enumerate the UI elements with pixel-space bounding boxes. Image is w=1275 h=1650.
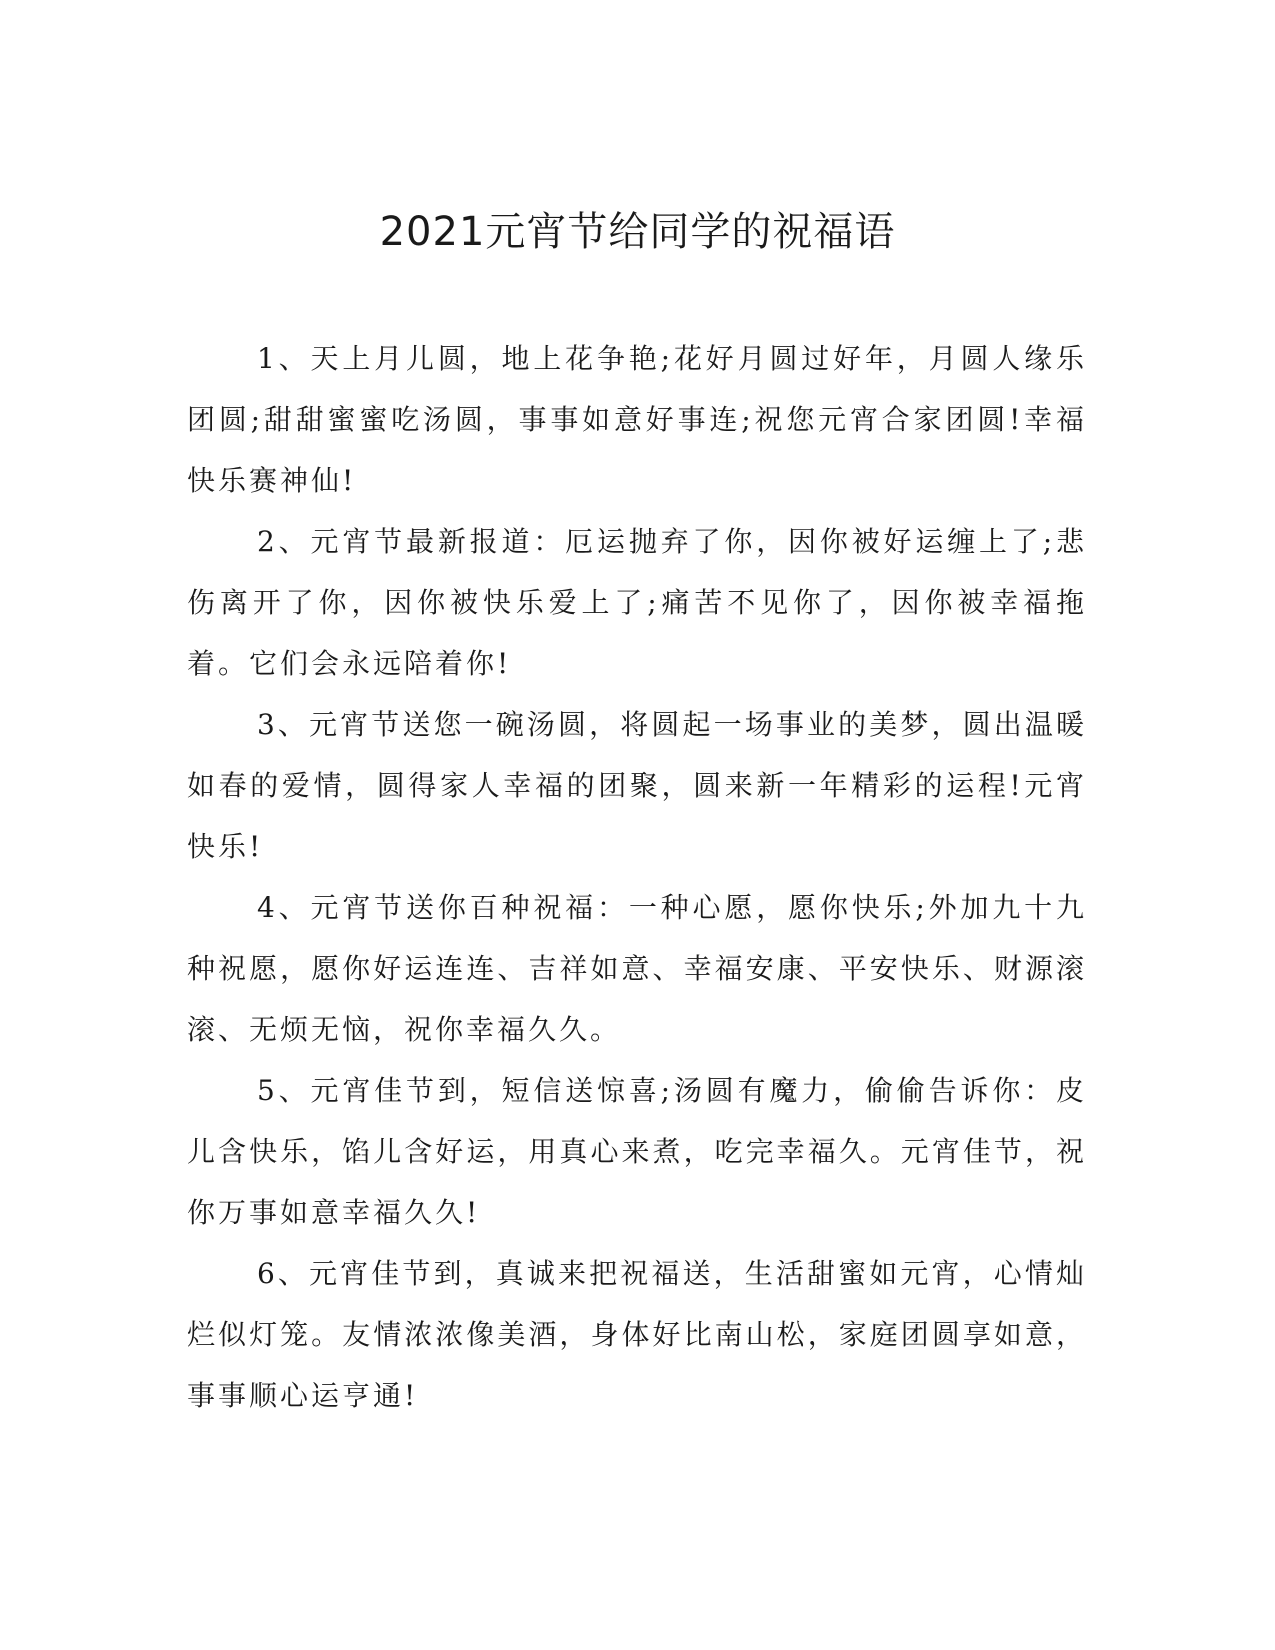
paragraph-1: 1、天上月儿圆，地上花争艳;花好月圆过好年，月圆人缘乐团圆;甜甜蜜蜜吃汤圆，事事如意好事连;祝您元宵合家团圆!幸福快乐赛神仙!	[187, 342, 1087, 497]
paragraph-6: 6、元宵佳节到，真诚来把祝福送，生活甜蜜如元宵，心情灿烂似灯笼。友情浓浓像美酒，身体好比南山松，家庭团圆享如意，事事顺心运亨通!	[187, 1257, 1087, 1412]
paragraph-3: 3、元宵节送您一碗汤圆，将圆起一场事业的美梦，圆出温暖如春的爱情，圆得家人幸福的团聚，圆来新一年精彩的运程!元宵快乐!	[187, 708, 1087, 863]
document-body	[187, 328, 1087, 1426]
paragraph-2: 2、元宵节最新报道：厄运抛弃了你，因你被好运缠上了;悲伤离开了你，因你被快乐爱上了;痛苦不见你了，因你被幸福拖着。它们会永远陪着你!	[187, 525, 1087, 680]
paragraph-4: 4、元宵节送你百种祝福：一种心愿，愿你快乐;外加九十九种祝愿，愿你好运连连、吉祥如意、幸福安康、平安快乐、财源滚滚、无烦无恼，祝你幸福久久。	[187, 891, 1087, 1046]
document-title: 2021元宵节给同学的祝福语	[379, 209, 896, 255]
paragraph-5: 5、元宵佳节到，短信送惊喜;汤圆有魔力，偷偷告诉你：皮儿含快乐，馅儿含好运，用真心来煮，吃完幸福久。元宵佳节，祝你万事如意幸福久久!	[187, 1074, 1087, 1229]
